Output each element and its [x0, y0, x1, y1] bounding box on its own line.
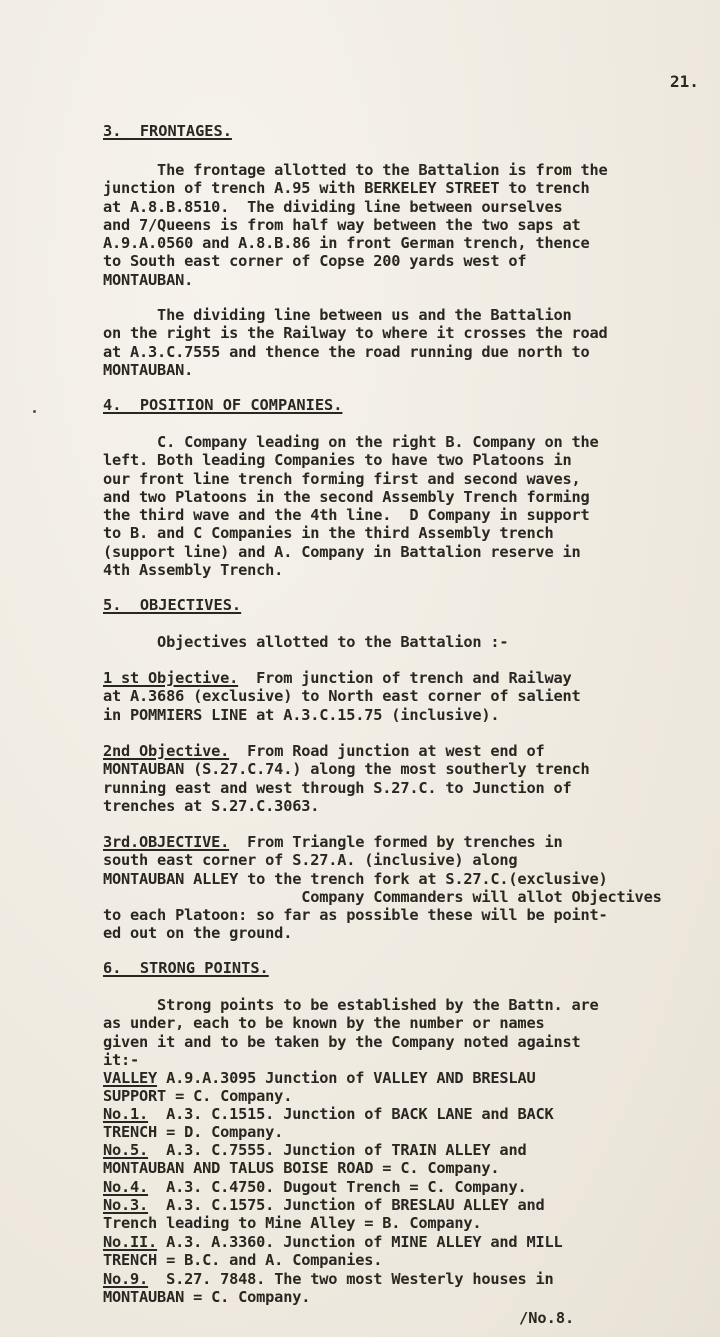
strong-point-no9: No.9. S.27. 7848. The two most Westerly houses in MONTAUBAN = C. Company. — [103, 1270, 554, 1307]
heading-objectives: 5. OBJECTIVES. — [103, 596, 242, 614]
strong-point-valley: VALLEY A.9.A.3095 Junction of VALLEY AND BRESLAU SUPPORT = C. Company. — [103, 1069, 536, 1106]
strong-point-no11: No.II. A.3. A.3360. Junction of MINE ALLEY and MILL TRENCH = B.C. and A. Companies. — [103, 1233, 563, 1270]
companies-paragraph: C. Company leading on the right B. Company on the left. Both leading Companies to have two Platoons in our front line trench forming first and second waves, and two Platoons in the second Assembly Trench forming the third wave and the 4th line. D Company in support to B. and C Companies in the third Assembly trench (support line) and A. Company in Battalion reserve in 4th Assembly Trench. — [103, 433, 599, 580]
heading-strong-points: 6. STRONG POINTS. — [103, 959, 269, 977]
strong-points-intro: Strong points to be established by the Battn. are as under, each to be known by the number or names given it and to be taken by the Company noted against it:- — [103, 996, 599, 1069]
objective-2-label: 2nd Objective. — [103, 742, 230, 760]
objective-1-text: From junction of trench and Railway at A.3686 (exclusive) to North east corner of salient in POMMIERS LINE at A.3.C.15.75 (inclusive). — [103, 669, 581, 724]
objectives-intro: Objectives allotted to the Battalion :- — [103, 633, 509, 651]
objective-3-text: From Triangle formed by trenches in south east corner of S.27.A. (inclusive) along MONTAUBAN ALLEY to the trench fork at S.27.C.(exclusive) Company Commanders will allot Objectives to each Platoon: so far as possible these will be point- ed out on the ground. — [103, 833, 662, 943]
heading-position-of-companies: 4. POSITION OF COMPANIES. — [103, 396, 343, 414]
page-number: 21. — [670, 72, 699, 91]
frontages-paragraph-2: The dividing line between us and the Battalion on the right is the Railway to where it crosses the road at A.3.C.7555 and thence the road running due north to MONTAUBAN. — [103, 306, 608, 379]
ink-mark — [33, 410, 36, 413]
objective-1-label: 1 st Objective. — [103, 669, 239, 687]
strong-point-no4: No.4. A.3. C.4750. Dugout Trench = C. Company. — [103, 1178, 527, 1196]
continuation-note: /No.8. — [519, 1309, 575, 1327]
strong-point-no1: No.1. A.3. C.1515. Junction of BACK LANE and BACK TRENCH = D. Company. — [103, 1105, 554, 1142]
objective-2-text: From Road junction at west end of MONTAUBAN (S.27.C.74.) along the most southerly trench running east and west through S.27.C. to Junction of trenches at S.27.C.3063. — [103, 742, 590, 815]
heading-frontages: 3. FRONTAGES. — [103, 122, 232, 140]
frontages-paragraph-1: The frontage allotted to the Battalion is from the junction of trench A.95 with BERKELEY STREET to trench at A.8.B.8510. The dividing line between ourselves and 7/Queens is from half way between the two saps at A.9.A.0560 and A.8.B.86 in front German trench, thence to South east corner of Copse 200 yards west of MONTAUBAN. — [103, 161, 608, 289]
strong-point-no5: No.5. A.3. C.7555. Junction of TRAIN ALLEY and MONTAUBAN AND TALUS BOISE ROAD = C. Company. — [103, 1141, 527, 1178]
strong-point-no3: No.3. A.3. C.1575. Junction of BRESLAU ALLEY and Trench leading to Mine Alley = B. Company. — [103, 1196, 545, 1233]
objective-3-label: 3rd.OBJECTIVE. — [103, 833, 230, 851]
